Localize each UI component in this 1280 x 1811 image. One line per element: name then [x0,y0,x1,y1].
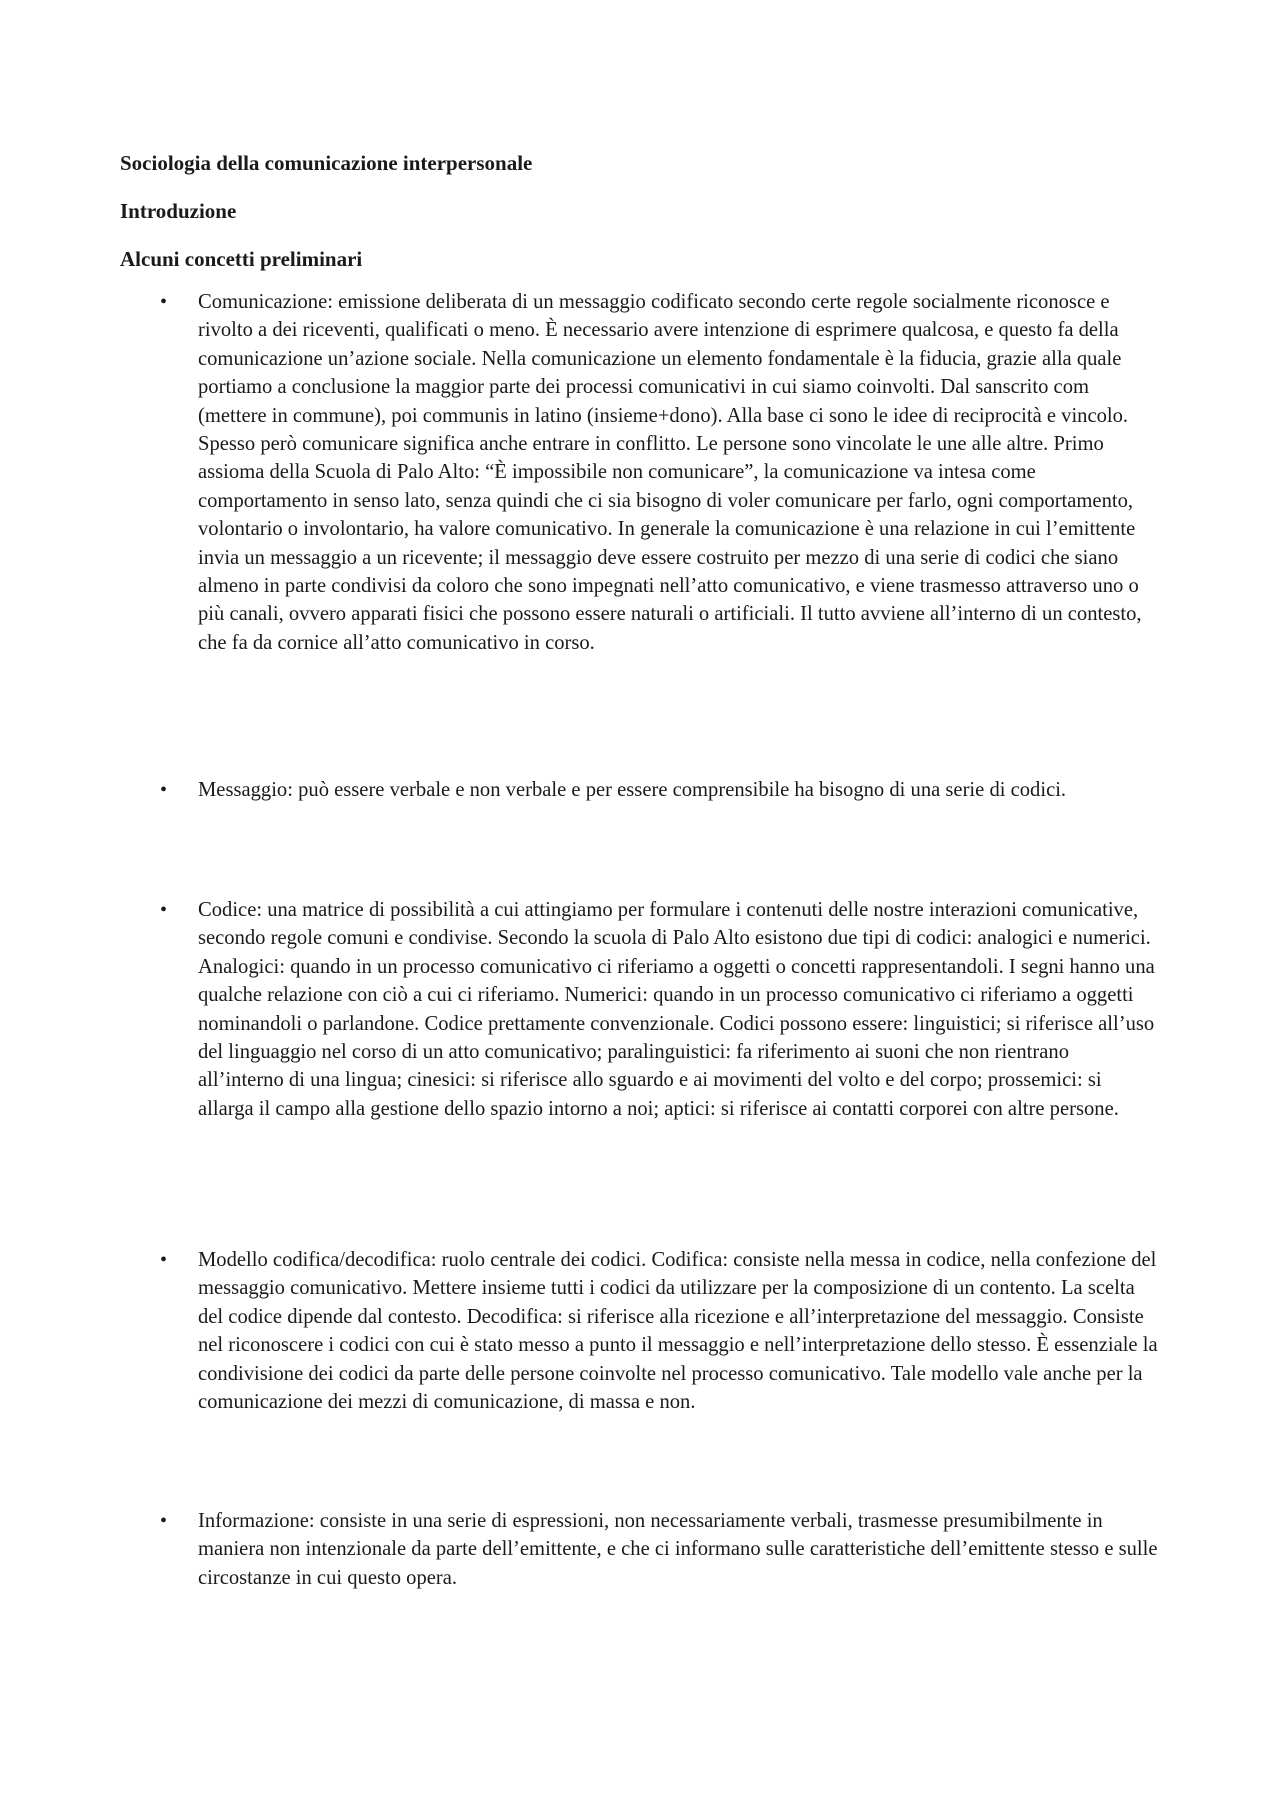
document-title: Sociologia della comunicazione interpersonale [120,151,533,175]
list-item-messaggio [160,776,1160,804]
list-item-text: Codice: una matrice di possibilità a cui attingiamo per formulare i contenuti delle nostre interazioni comunicative, secondo regole comuni e condivise. Secondo la scuola di Palo Alto esistono due tipi di codici: analogici e numerici. Analogici: quando in un processo comunicativo ci riferiamo a oggetti o concetti rappresentandoli. I segni hanno una qualche relazione con ciò a cui ci riferiamo. Numerici: quando in un processo comunicativo ci riferiamo a oggetti nominandoli o parlandone. Codice prettamente convenzionale. Codici possono essere: linguistici; si riferisce all’uso del linguaggio nel corso di un atto comunicativo; paralinguistici: fa riferimento ai suoni che non rientrano all’interno di una lingua; cinesici: si riferisce allo sguardo e ai movimenti del volto e del corpo; prossemici: si allarga il campo alla gestione dello spazio intorno a noi; aptici: si riferisce ai contatti corporei con altre persone. [198,899,1155,1120]
bullet-icon: • [160,291,168,313]
bullet-icon: • [160,899,168,921]
list-item-text: Informazione: consiste in una serie di espressioni, non necessariamente verbali, trasmesse presumibilmente in maniera non intenzionale da parte dell’emittente, e che ci informano sulle caratteristiche dell’emittente stesso e sulle circostanze in cui questo opera. [198,1510,1158,1589]
list-item-text: Comunicazione: emissione deliberata di un messaggio codificato secondo certe regole socialmente riconosce e rivolto a dei riceventi, qualificati o meno. È necessario avere intenzione di esprimere qualcosa, e questo fa della comunicazione un’azione sociale. Nella comunicazione un elemento fondamentale è la fiducia, grazie alla quale portiamo a conclusione la maggior parte dei processi comunicativi in cui siamo coinvolti. Dal sanscrito com (mettere in commune), poi communis in latino (insieme+dono). Alla base ci sono le idee di reciprocità e vincolo. Spesso però comunicare significa anche entrare in conflitto. Le persone sono vincolate le une alle altre. Primo assioma della Scuola di Palo Alto: “È impossibile non comunicare”, la comunicazione va intesa come comportamento in senso lato, senza quindi che ci sia bisogno di voler comunicare per farlo, ogni comportamento, volontario o involontario, ha valore comunicativo. In generale la comunicazione è una relazione in cui l’emittente invia un messaggio a un ricevente; il messaggio deve essere costruito per mezzo di una serie di codici che siano almeno in parte condivisi da coloro che sono impegnati nell’atto comunicativo, e viene trasmesso attraverso uno o più canali, ovvero apparati fisici che possono essere naturali o artificiali. Il tutto avviene all’interno di un contesto, che fa da cornice all’atto comunicativo in corso. [198,291,1142,654]
list-item-codice [160,896,1160,1123]
subsection-heading: Alcuni concetti preliminari [120,247,363,271]
section-heading: Introduzione [120,199,237,223]
bullet-icon: • [160,1249,168,1271]
list-item-comunicazione [160,288,1160,657]
list-item-informazione [160,1507,1160,1592]
bullet-icon: • [160,1510,168,1532]
list-item-modello-codifica-decodifica [160,1246,1160,1416]
list-item-text: Messaggio: può essere verbale e non verbale e per essere comprensibile ha bisogno di una serie di codici. [198,779,1067,801]
list-item-text: Modello codifica/decodifica: ruolo centrale dei codici. Codifica: consiste nella messa in codice, nella confezione del messaggio comunicativo. Mettere insieme tutti i codici da utilizzare per la composizione di un contento. La scelta del codice dipende dal contesto. Decodifica: si riferisce alla ricezione e all’interpretazione del messaggio. Consiste nel riconoscere i codici con cui è stato messo a punto il messaggio e nell’interpretazione dello stesso. È essenziale la condivisione dei codici da parte delle persone coinvolte nel processo comunicativo. Tale modello vale anche per la comunicazione dei mezzi di comunicazione, di massa e non. [198,1249,1158,1414]
bullet-icon: • [160,779,168,801]
